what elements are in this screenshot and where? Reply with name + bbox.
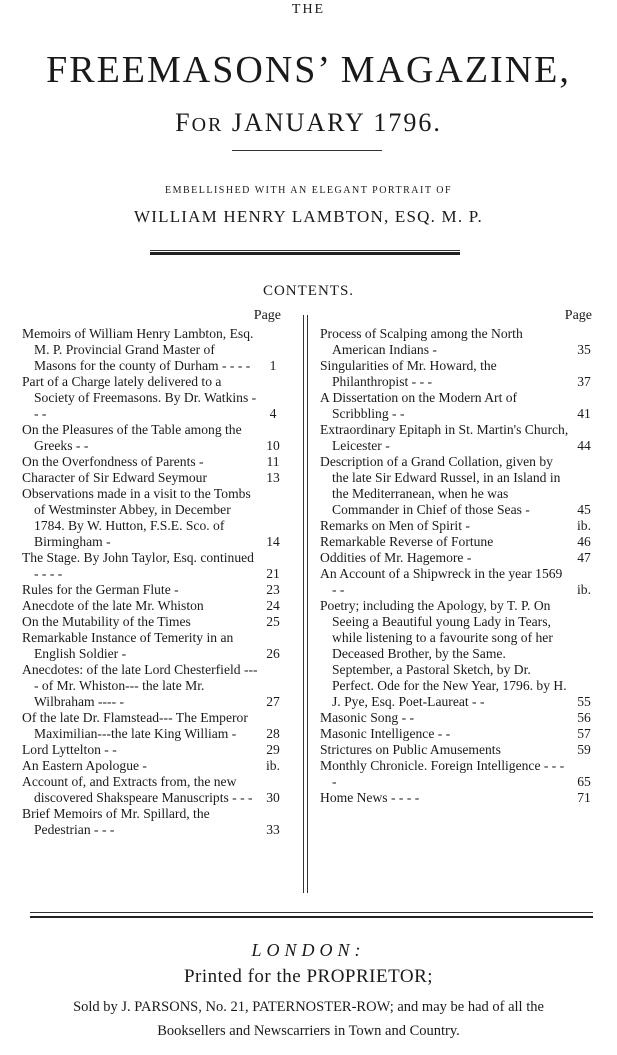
contents-entry	[320, 726, 596, 742]
entry-page: 59	[577, 742, 591, 757]
sold-by-line: Sold by J. PARSONS, No. 21, PATERNOSTER-ROW; and may be had of all the	[73, 999, 544, 1015]
entry-title: The Stage. By John Taylor, Esq. continued - - - -	[22, 550, 254, 581]
entry-title: On the Mutability of the Times	[22, 614, 191, 629]
issue-for-rest: OR	[191, 114, 224, 136]
entry-title: On the Pleasures of the Table among the Greeks - -	[22, 422, 242, 453]
entry-page: 25	[266, 614, 280, 629]
contents-entry	[22, 614, 285, 630]
entry-title: An Account of a Shipwreck in the year 1569 - -	[320, 566, 563, 597]
contents-heading: CONTENTS.	[262, 283, 355, 299]
contents-entry	[22, 598, 285, 614]
short-rule	[232, 150, 382, 151]
entry-title: An Eastern Apologue -	[22, 758, 147, 773]
entry-title: Remarks on Men of Spirit -	[320, 518, 470, 533]
entry-page: 55	[577, 694, 591, 709]
contents-entry	[22, 486, 285, 550]
contents-left-column	[22, 308, 285, 838]
contents-entry	[22, 662, 285, 710]
entry-page: 26	[266, 646, 280, 661]
contents-entry	[320, 422, 596, 454]
entry-page: 30	[266, 790, 280, 805]
entry-page: 35	[577, 342, 591, 357]
entry-page: 13	[266, 470, 280, 485]
contents-entry	[320, 742, 596, 758]
entry-title: Description of a Grand Collation, given by the late Sir Edward Russel, in an Island in the Mediterranean, when he was Commander in Chief of those Seas -	[320, 454, 561, 517]
contents-entry	[22, 454, 285, 470]
entry-page: ib.	[577, 582, 591, 597]
entry-page: 56	[577, 710, 591, 725]
entry-page: 10	[266, 438, 280, 453]
contents-entry	[320, 790, 596, 806]
entry-page: 27	[266, 694, 280, 709]
column-rule	[303, 315, 304, 893]
entry-title: Oddities of Mr. Hagemore -	[320, 550, 472, 565]
contents-entry	[22, 630, 285, 662]
contents-entry	[320, 598, 596, 710]
entry-title: Anecdotes: of the late Lord Chesterfield ---- of Mr. Whiston--- the late Mr. Wilbraham ---- -	[22, 662, 258, 709]
contents-right-column	[320, 308, 596, 806]
entry-title: Home News - - - -	[320, 790, 420, 805]
entry-title: Masonic Song - -	[320, 710, 415, 725]
contents-entry	[22, 422, 285, 454]
entry-page: 28	[266, 726, 280, 741]
entry-page: 44	[577, 438, 591, 453]
contents-entry	[320, 518, 596, 534]
contents-entry	[22, 806, 285, 838]
entry-page: 37	[577, 374, 591, 389]
top-the: THE	[291, 2, 326, 17]
entry-page: 65	[577, 774, 591, 789]
entry-page: ib.	[266, 758, 280, 773]
entry-title: Of the late Dr. Flamstead--- The Emperor Maximilian---the late King William -	[22, 710, 248, 741]
entry-page: 24	[266, 598, 280, 613]
contents-entry	[22, 550, 285, 582]
contents-right-list	[320, 326, 596, 806]
contents-entry	[22, 742, 285, 758]
embellished-line: EMBELLISHED WITH AN ELEGANT PORTRAIT OF	[164, 185, 453, 196]
entry-title: Character of Sir Edward Seymour	[22, 470, 207, 485]
issue-month: JANUARY 1796.	[231, 108, 442, 137]
entry-title: Remarkable Reverse of Fortune	[320, 534, 494, 549]
footer-rule	[30, 912, 593, 918]
printed-for-line: Printed for the PROPRIETOR;	[183, 966, 434, 987]
entry-page: 46	[577, 534, 591, 549]
issue-date	[0, 108, 617, 138]
entry-page: 23	[266, 582, 280, 597]
entry-title: Poetry; including the Apology, by T. P. On Seeing a Beautiful young Lady in Tears, while listening to a favourite song of her Deceased Brother, by the Same. September, a Pastoral Sketch, by Dr. Perfect. Ode for the New Year, 1796. by H. J. Pye, Esq. Poet-Laureat - -	[320, 598, 567, 709]
contents-entry	[22, 758, 285, 774]
entry-page: 4	[269, 406, 277, 421]
entry-title: Rules for the German Flute -	[22, 582, 179, 597]
entry-title: Masonic Intelligence - -	[320, 726, 451, 741]
entry-title: Account of, and Extracts from, the new discovered Shakspeare Manuscripts - - -	[22, 774, 253, 805]
contents-entry	[22, 374, 285, 422]
entry-page: 41	[577, 406, 591, 421]
column-rule	[307, 315, 308, 893]
entry-title: Extraordinary Epitaph in St. Martin's Church, Leicester -	[320, 422, 569, 453]
entry-page: 45	[577, 502, 591, 517]
contents-entry	[320, 710, 596, 726]
page-label-left: Page	[253, 308, 281, 323]
entry-title: Memoirs of William Henry Lambton, Esq. M. P. Provincial Grand Master of Masons for the county of Durham - - - -	[22, 326, 254, 373]
entry-title: Lord Lyttelton - -	[22, 742, 117, 757]
entry-title: Strictures on Public Amusements	[320, 742, 501, 757]
contents-entry	[320, 758, 596, 790]
entry-page: 47	[577, 550, 591, 565]
contents-left-list	[22, 326, 285, 838]
contents-entry	[320, 534, 596, 550]
entry-title: Process of Scalping among the North American Indians -	[320, 326, 523, 357]
magazine-title: FREEMASONS’ MAGAZINE,	[46, 49, 571, 91]
contents-entry	[320, 566, 596, 598]
double-rule	[150, 250, 460, 255]
entry-title: Monthly Chronicle. Foreign Intelligence - - - -	[320, 758, 565, 789]
entry-title: Anecdote of the late Mr. Whiston	[22, 598, 204, 613]
entry-title: Observations made in a visit to the Tombs of Westminster Abbey, in December 1784. By W. Hutton, F.S.E. Sco. of Birmingham -	[22, 486, 251, 549]
entry-title: Brief Memoirs of Mr. Spillard, the Pedestrian - - -	[22, 806, 210, 837]
contents-entry	[22, 470, 285, 486]
entry-title: Singularities of Mr. Howard, the Philanthropist - - -	[320, 358, 497, 389]
contents-entry	[320, 390, 596, 422]
issue-for-initial: F	[175, 108, 192, 137]
contents-entry	[320, 358, 596, 390]
entry-page: 71	[577, 790, 591, 805]
entry-page: 11	[266, 454, 280, 469]
entry-page: 21	[266, 566, 280, 581]
entry-page: 29	[266, 742, 280, 757]
contents-entry	[22, 326, 285, 374]
page-label-right: Page	[564, 308, 592, 323]
entry-title: Remarkable Instance of Temerity in an English Soldier -	[22, 630, 234, 661]
entry-title: On the Overfondness of Parents -	[22, 454, 204, 469]
entry-title: Part of a Charge lately delivered to a Society of Freemasons. By Dr. Watkins - - -	[22, 374, 257, 421]
contents-entry	[320, 326, 596, 358]
entry-page: 57	[577, 726, 591, 741]
booksellers-line: Booksellers and Newscarriers in Town and Country.	[157, 1023, 460, 1039]
contents-entry	[22, 710, 285, 742]
entry-page: 1	[269, 358, 277, 373]
contents-entry	[320, 454, 596, 518]
entry-page: 33	[266, 822, 280, 837]
london-line: LONDON:	[251, 940, 366, 960]
contents-entry	[320, 550, 596, 566]
entry-title: A Dissertation on the Modern Art of Scribbling - -	[320, 390, 518, 421]
entry-page: ib.	[577, 518, 591, 533]
portrait-name: WILLIAM HENRY LAMBTON, ESQ. M. P.	[134, 207, 483, 226]
contents-entry	[22, 774, 285, 806]
entry-page: 14	[266, 534, 280, 549]
contents-entry	[22, 582, 285, 598]
